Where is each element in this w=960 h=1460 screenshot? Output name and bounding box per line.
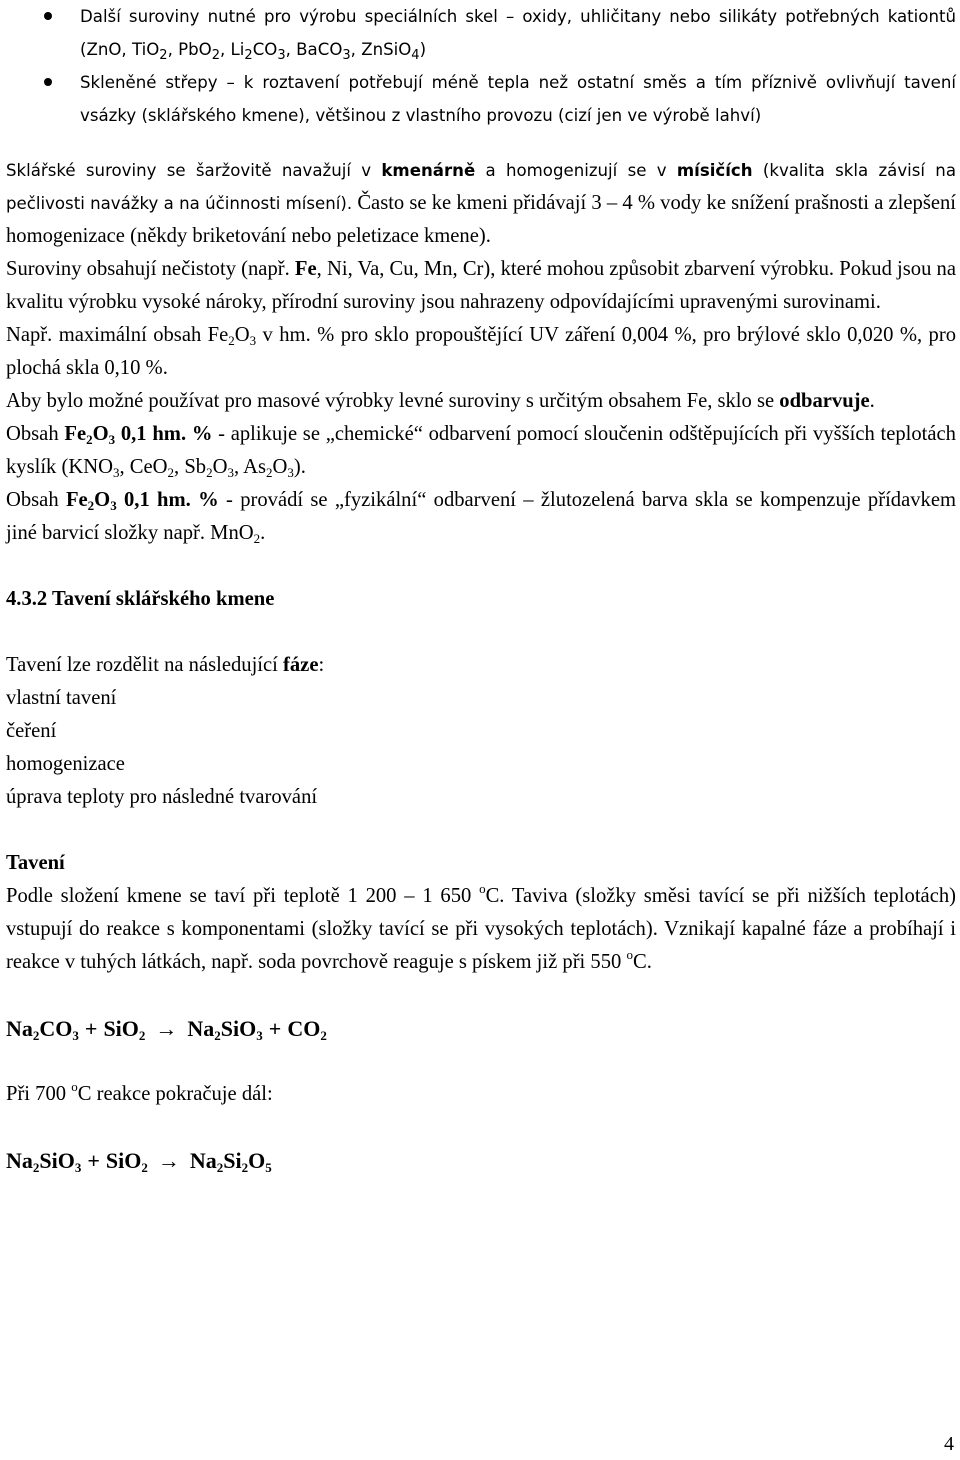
spacer <box>6 132 956 154</box>
bold-term: Fe <box>64 423 87 445</box>
text-run: . <box>869 390 875 412</box>
text-run: Skleněné střepy – k roztavení potřebují méně tepla než ostatní směs a tím příznivě ovlivňují tavení vsázky (sklářského kmene), většinou z vlastního provozu (cizí jen ve výrobě lahví) <box>80 73 956 125</box>
formula-part: Na <box>6 1148 33 1173</box>
text-run: , CeO <box>119 456 168 478</box>
bold-term: Fe <box>294 258 317 280</box>
text-run: : <box>318 654 325 676</box>
superscript: o <box>479 881 486 896</box>
formula-part: Na <box>6 1016 33 1041</box>
text-run: Často se ke kmeni přidávají 3 – 4 % vody ke snížení prašnosti a zlepšení homogenizace (někdy briketování nebo peletizace kmene). <box>6 192 956 247</box>
spacer <box>6 814 956 847</box>
superscript: o <box>71 1079 78 1094</box>
text-run: Další suroviny nutné pro výrobu speciálních skel – oxidy, uhličitany nebo silikáty potřebných kationtů (ZnO, TiO <box>80 7 956 59</box>
bold-term: kmenárně <box>381 161 476 180</box>
text-run: Obsah <box>6 423 65 445</box>
subscript: 2 <box>216 1160 224 1175</box>
subscript: 3 <box>342 48 351 63</box>
paragraph-kmenarna <box>6 154 956 253</box>
subscript: 3 <box>287 465 294 480</box>
phase-item: vlastní tavení <box>6 687 117 709</box>
subscript: 2 <box>266 465 273 480</box>
text-run: Podle složení kmene se taví při teplotě 1 200 – 1 650 <box>6 885 480 907</box>
subscript: 3 <box>227 465 234 480</box>
subscript: 3 <box>110 498 117 513</box>
subscript: 5 <box>265 1160 272 1175</box>
subscript: 2 <box>214 1028 221 1043</box>
text-run: , PbO <box>167 40 212 59</box>
phase-item: homogenizace <box>6 753 125 775</box>
bold-term: O <box>94 489 111 511</box>
page-number: 4 <box>944 1433 954 1455</box>
text-run: , As <box>233 456 267 478</box>
formula-part: SiO <box>39 1148 75 1173</box>
paragraph-physical-decolorization <box>6 484 956 550</box>
formula-part: SiO <box>103 1016 139 1041</box>
subscript: 2 <box>206 465 213 480</box>
subscript: 2 <box>253 531 261 546</box>
reaction-arrow-icon: → <box>155 1016 178 1041</box>
subscript: 2 <box>159 48 168 63</box>
formula-part: Na <box>189 1148 217 1173</box>
text-run: , Li <box>220 40 245 59</box>
subscript: 2 <box>228 333 235 348</box>
spacer <box>6 550 956 583</box>
paragraph-impurities <box>6 253 956 319</box>
text-run: v hm. % pro sklo propouštějící UV záření 0,004 %, pro brýlové sklo 0,020 %, pro plochá skla 0,10 %. <box>6 324 956 379</box>
text-run: Obsah <box>6 489 66 511</box>
paragraph-phases-intro <box>6 649 956 682</box>
document-page <box>6 0 956 1177</box>
subscript: 3 <box>277 48 286 63</box>
subscript: 2 <box>211 48 220 63</box>
subscript: 3 <box>108 432 116 447</box>
subscript: 3 <box>249 333 257 348</box>
text-run: C reakce pokračuje dál: <box>77 1083 273 1105</box>
plus-sign: + <box>87 1148 100 1173</box>
subscript: 2 <box>86 432 93 447</box>
subscript: 2 <box>241 1160 249 1175</box>
bold-term: odbarvuje <box>779 390 870 412</box>
text-run: , Ni, Va, Cu, Mn, Cr), které mohou způsobit zbarvení výrobku. Pokud jsou na kvalitu výrobku vysoké nároky, přírodní suroviny jsou nahrazeny odpovídajícími upravenými surovinami. <box>6 258 956 313</box>
bold-term: 0,1 hm. % <box>115 423 213 445</box>
formula-part: Si <box>223 1148 242 1173</box>
formula-part: O <box>248 1148 266 1173</box>
subscript: 2 <box>320 1028 327 1043</box>
paragraph-decolorize <box>6 385 956 418</box>
text-run: C. <box>632 951 652 973</box>
text-run: Např. maximální obsah Fe <box>6 324 229 346</box>
text-run: Tavení lze rozdělit na následující <box>6 654 284 676</box>
plus-sign: + <box>268 1016 282 1041</box>
formula-part: CO <box>287 1016 321 1041</box>
spacer <box>6 979 956 1012</box>
bold-term: mísičích <box>676 161 753 180</box>
subscript: 2 <box>167 465 175 480</box>
text-run: , Sb <box>174 456 207 478</box>
plus-sign: + <box>84 1016 98 1041</box>
bold-term: Fe <box>65 489 88 511</box>
bold-term: 0,1 hm. % <box>116 489 219 511</box>
text-run: CO <box>252 40 278 59</box>
text-run: ) <box>419 40 427 59</box>
bold-term: O <box>92 423 109 445</box>
subscript: 2 <box>32 1028 40 1043</box>
text-run: - aplikuje se „chemické“ odbarvení pomocí sloučenin odštěpujících při vyšších teplotách kyslík (KNO <box>6 423 956 478</box>
bullet-item-cullet <box>6 66 956 132</box>
text-run: O <box>212 456 228 478</box>
bold-term: fáze <box>283 654 319 676</box>
equation-soda-silica <box>6 1012 956 1045</box>
text-run: (kvalita skla závisí na pečlivosti navážky a na účinnosti mísení). <box>6 161 956 213</box>
equation-disilicate <box>6 1144 956 1177</box>
text-run: ). <box>293 456 306 478</box>
subscript: 3 <box>256 1028 263 1043</box>
phase-item: čeření <box>6 720 57 742</box>
spacer <box>6 616 956 649</box>
formula-part: Na <box>187 1016 215 1041</box>
text-run: , ZnSiO <box>350 40 412 59</box>
paragraph-700 <box>6 1078 956 1111</box>
subscript: 2 <box>141 1160 148 1175</box>
subscript: 3 <box>72 1028 79 1043</box>
spacer <box>6 1111 956 1144</box>
formula-part: SiO <box>220 1016 257 1041</box>
superscript: o <box>626 947 633 962</box>
spacer <box>6 1045 956 1078</box>
bullet-item-additives <box>6 0 956 66</box>
subscript: 4 <box>411 48 420 63</box>
text-run: Suroviny obsahují nečistoty (např. <box>6 258 295 280</box>
text-run: Aby bylo možné používat pro masové výrobky levné suroviny s určitým obsahem Fe, sklo se <box>6 390 780 412</box>
subscript: 2 <box>32 1160 40 1175</box>
bullet-list <box>6 0 956 132</box>
formula-part: SiO <box>105 1148 142 1173</box>
subscript: 3 <box>74 1160 82 1175</box>
subscript: 3 <box>112 465 120 480</box>
subheading-taveni: Tavení <box>6 852 65 874</box>
text-run: O <box>234 324 250 346</box>
section-heading: 4.3.2 Tavení sklářského kmene <box>6 588 275 610</box>
paragraph-taveni <box>6 880 956 979</box>
text-run: O <box>272 456 288 478</box>
text-run: a homogenizují se v <box>475 161 677 180</box>
phase-item: úprava teploty pro následné tvarování <box>6 786 318 808</box>
formula-part: CO <box>39 1016 73 1041</box>
subscript: 2 <box>87 498 95 513</box>
text-run: , BaCO <box>285 40 343 59</box>
text-run: C. Taviva (složky směsi tavící se při nižších teplotách) vstupují do reakce s komponentami (složky tavící se při vysokých teplotách). Vznikají kapalné fáze a probíhají i reakce v tuhých látkách, např. soda povrchově reaguje s pískem již při 550 <box>6 885 956 973</box>
text-run: Při 700 <box>6 1083 72 1105</box>
paragraph-max-content <box>6 319 956 385</box>
text-run: . <box>260 522 266 544</box>
reaction-arrow-icon: → <box>157 1148 180 1173</box>
subscript: 2 <box>244 48 253 63</box>
text-run: Sklářské suroviny se šaržovitě navažují v <box>6 161 382 180</box>
subscript: 2 <box>138 1028 146 1043</box>
paragraph-chemical-decolorization <box>6 418 956 484</box>
text-run: - provádí se „fyzikální“ odbarvení – žlutozelená barva skla se kompenzuje přídavkem jiné barvicí složky např. MnO <box>6 489 956 544</box>
